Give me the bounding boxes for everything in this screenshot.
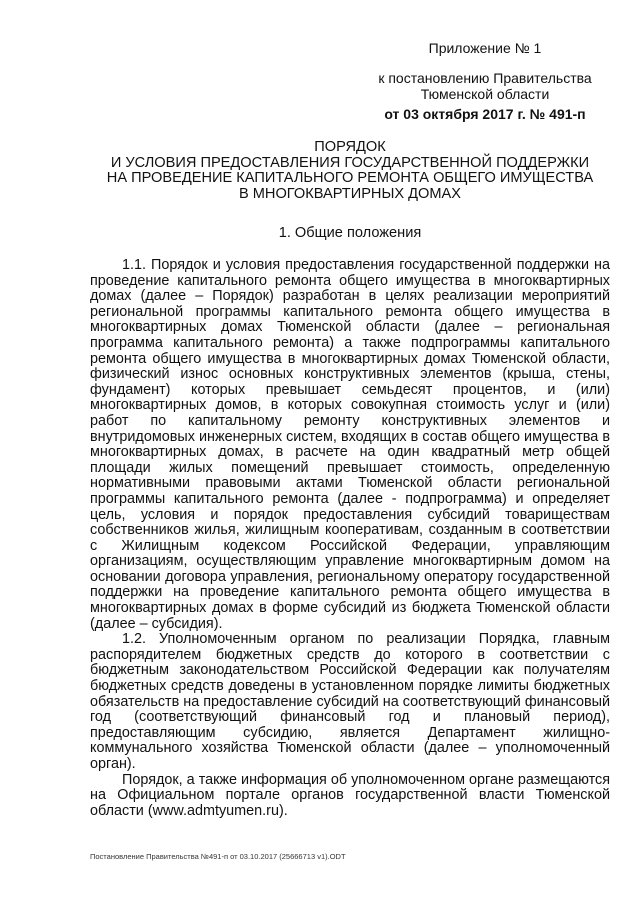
paragraph-1-2: 1.2. Уполномоченным органом по реализации Порядка, главным распорядителем бюджетных средств до которого в соответствии с бюджетным законодательством Российской Федерации как получателям бюджетных средств доведены в установленном порядке лимиты бюджетных обязательств на предоставление субсидий на соответствующий финансовый год (соответствующий финансовый год и плановый период), предоставляющим субсидию, является Департамент жилищно-коммунального хозяйства Тюменской области (далее – уполномоченный орган). bbox=[90, 631, 610, 772]
paragraph-1-1: 1.1. Порядок и условия предоставления государственной поддержки на проведение капитального ремонта общего имущества в многоквартирных домах (далее – Порядок) разработан в целях реализации мероприятий региональной программы капитального ремонта общего имущества в многоквартирных домах Тюменской области (далее – региональная программа капитального ремонта) а также подпрограммы капитального ремонта общего имущества в многоквартирных домах Тюменской области, физический износ основных конструктивных элементов (крыша, стены, фундамент) которых превышает семьдесят процентов, и (или) многоквартирных домов, в которых совокупная стоимость услуг и (или) работ по капитальному ремонту конструктивных элементов и внутридомовых инженерных систем, входящих в состав общего имущества в многоквартирных домах, в расчете на один квадратный метр общей площади жилых помещений превышает стоимость, определенную нормативными правовыми актами Тюменской области региональной программы капитального ремонта (далее - подпрограмма) и определяет цель, условия и порядок предоставления субсидий товариществам собственников жилья, жилищным кооперативам, созданным в соответствии с Жилищным кодексом Российской Федерации, управляющим организациям, осуществляющим управление многоквартирным домом на основании договора управления, региональному оператору государственной поддержки на проведение капитального ремонта общего имущества в многоквартирных домах в форме субсидий из бюджета Тюменской области (далее – субсидия). bbox=[90, 257, 610, 632]
appendix-number: Приложение № 1 bbox=[428, 40, 542, 56]
appendix-date-number: от 03 октября 2017 г. № 491-п bbox=[384, 106, 586, 122]
title-line: НА ПРОВЕДЕНИЕ КАПИТАЛЬНОГО РЕМОНТА ОБЩЕГО ИМУЩЕСТВА bbox=[106, 170, 594, 186]
paragraph-publication: Порядок, а также информация об уполномоченном органе размещаются на Официальном портале органов государственной власти Тюменской области (www.admtyumen.ru). bbox=[90, 771, 610, 819]
appendix-region: Тюменской области bbox=[420, 86, 550, 102]
document-title bbox=[90, 140, 610, 202]
section-heading: 1. Общие положения bbox=[278, 225, 422, 241]
title-line: ПОРЯДОК bbox=[314, 139, 386, 155]
appendix-reference: к постановлению Правительства bbox=[378, 70, 592, 86]
title-line: И УСЛОВИЯ ПРЕДОСТАВЛЕНИЯ ГОСУДАРСТВЕННОЙ ПОДДЕРЖКИ bbox=[110, 154, 590, 171]
document-body bbox=[90, 258, 610, 819]
page-footer: Постановление Правительства №491-п от 03.10.2017 (25666713 v1).ODT bbox=[90, 852, 346, 861]
title-line: В МНОГОКВАРТИРНЫХ ДОМАХ bbox=[238, 185, 462, 202]
